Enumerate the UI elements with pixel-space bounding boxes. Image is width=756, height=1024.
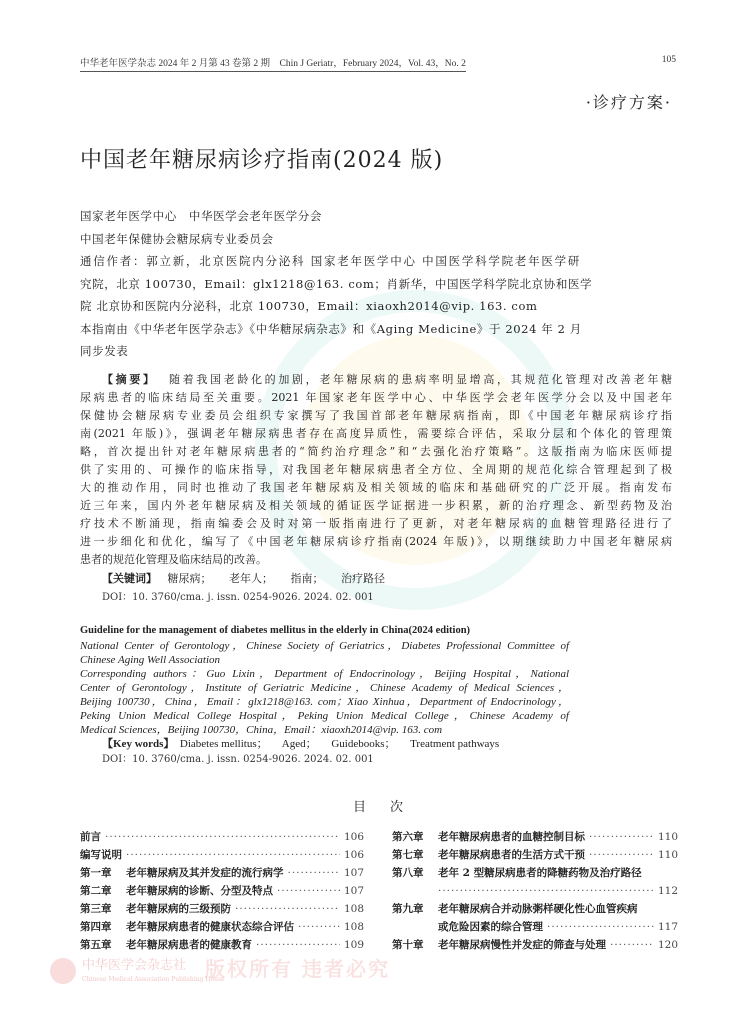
keywords	[102, 572, 399, 586]
keyword: Guidebooks；	[331, 738, 396, 750]
keyword: 指南；	[290, 572, 324, 585]
toc-item[interactable]	[80, 900, 364, 918]
toc-right-column	[392, 828, 678, 954]
english-line: Beijing 100730，China，Email：glx1218@163. com；Xiao Xinhua，Department of Endocrinology，	[80, 696, 569, 708]
english-line: Medical Sciences，Beijing 100730，China，Email：xiaoxh2014@vip. 163. com	[80, 724, 443, 736]
toc-item[interactable]	[80, 882, 364, 900]
toc-chapter: 第二章	[80, 885, 112, 897]
english-doi[interactable]: DOI：10. 3760/cma. j. issn. 0254-9026. 2024. 02. 001	[102, 754, 374, 765]
keyword: 治疗路径	[341, 572, 385, 585]
toc-title: 老年糖尿病的三级预防	[126, 903, 231, 915]
toc-item-continuation[interactable]	[392, 918, 678, 936]
toc-page: 107	[343, 867, 364, 879]
english-keywords	[102, 737, 511, 751]
toc-page: 108	[343, 903, 364, 915]
toc-leader	[438, 882, 654, 900]
toc-item[interactable]	[80, 936, 364, 954]
toc-leader	[277, 882, 340, 900]
toc-item[interactable]	[80, 846, 364, 864]
toc-page: 106	[343, 849, 364, 861]
toc-title: 老年糖尿病患者的健康教育	[126, 939, 252, 951]
english-line: National Center of Gerontology，Chinese Society of Geriatrics，Diabetes Professional Committee of	[80, 640, 569, 652]
english-line: Peking Union Medical College Hospital，Peking Union Medical College，Chinese Academy of	[80, 710, 569, 722]
english-line: Center of Gerontology，Institute of Geriatric Medicine，Chinese Academy of Medical Sciences，	[80, 682, 569, 694]
abstract-line: 疗技术不断涌现，指南编委会及时对第一版指南进行了更新，对老年糖尿病的血糖管理路径进行了	[80, 517, 672, 530]
toc-chapter: 第五章	[80, 939, 112, 951]
toc-item[interactable]	[80, 828, 364, 846]
toc-leader	[589, 828, 654, 846]
toc-page: 107	[343, 885, 364, 897]
english-keywords-label: 【Key words】	[102, 738, 175, 750]
toc-chapter: 第四章	[80, 921, 112, 933]
toc-item[interactable]	[392, 900, 678, 918]
toc-title: 老年糖尿病患者的健康状态综合评估	[126, 921, 294, 933]
toc-leader	[256, 936, 340, 954]
publisher-watermark: 中华医学会杂志社	[82, 958, 187, 973]
toc-title: 前言	[80, 831, 101, 843]
toc-title: 编写说明	[80, 849, 122, 861]
keyword: Aged；	[281, 738, 317, 750]
toc-page: 112	[657, 885, 678, 897]
toc-item[interactable]	[392, 828, 678, 846]
toc-left-column	[80, 828, 364, 954]
toc-chapter: 第六章	[392, 831, 424, 843]
abstract-line: 南(2021 年版)》，强调老年糖尿病患者存在高度异质性，需要综合评估，采取分层和个体化的管理策	[80, 427, 672, 440]
toc-chapter: 第八章	[392, 867, 424, 879]
toc-leader	[288, 864, 340, 882]
toc-leader	[105, 828, 340, 846]
article-title: 中国老年糖尿病诊疗指南(2024 版)	[80, 148, 444, 173]
toc-leader	[547, 918, 654, 936]
toc-item[interactable]	[80, 918, 364, 936]
toc-leader	[298, 918, 340, 936]
page-number: 105	[661, 55, 676, 65]
toc-page: 106	[343, 831, 364, 843]
abstract-line: 进一步细化和优化，编写了《中国老年糖尿病诊疗指南(2024 年版)》，以期继续助力中国老年糖尿病	[80, 535, 672, 548]
toc-page: 110	[657, 831, 678, 843]
toc-page: 120	[657, 939, 678, 951]
abstract-line	[80, 371, 672, 389]
abstract	[80, 371, 672, 569]
keyword: 老年人；	[229, 572, 273, 585]
toc-item[interactable]	[80, 864, 364, 882]
abstract-line: 供了实用的、可操作的临床指导，对我国老年糖尿病患者全方位、全周期的规范化综合管理起到了极	[80, 463, 672, 476]
english-line: Corresponding authors：Guo Lixin，Department of Endocrinology，Beijing Hospital，National	[80, 668, 569, 680]
toc-title: 或危险因素的综合管理	[438, 921, 543, 933]
toc-title: 老年 2 型糖尿病患者的降糖药物及治疗路径	[438, 867, 642, 879]
column-label: ·诊疗方案·	[585, 93, 672, 112]
toc-item[interactable]	[392, 864, 678, 882]
toc-title: 老年糖尿病慢性并发症的筛查与处理	[438, 939, 606, 951]
rights-watermark: 版权所有 违者必究	[205, 957, 390, 981]
affiliation-line: 本指南由《中华老年医学杂志》《中华糖尿病杂志》和《Aging Medicine》于 2024 年 2 月	[80, 321, 582, 336]
abstract-line: 略，首次提出针对老年糖尿病患者的“简约治疗理念”和“去强化治疗策略”。这版指南为临床医师提	[80, 445, 672, 458]
toc-chapter: 第九章	[392, 903, 424, 915]
toc-title: 老年糖尿病的诊断、分型及特点	[126, 885, 273, 897]
abstract-label: 【摘要】	[102, 373, 157, 386]
abstract-line: 保健协会糖尿病专业委员会组织专家撰写了我国首部老年糖尿病指南，即《中国老年糖尿病诊疗指	[80, 409, 672, 422]
affiliation-line: 究院，北京 100730，Email：glx1218@163. com；肖新华，中国医学科学院北京协和医学	[80, 276, 593, 291]
affiliation-line: 通信作者：郭立新，北京医院内分泌科 国家老年医学中心 中国医学科学院老年医学研	[80, 254, 580, 268]
toc-heading: 目次	[352, 800, 427, 815]
abstract-line: 近三年来，国内外老年糖尿病及相关领域的循证医学证据进一步积累，新的治疗理念、新型药物及治	[80, 499, 672, 512]
english-line: Chinese Aging Well Association	[80, 654, 221, 666]
toc-page: 108	[343, 921, 364, 933]
english-title: Guideline for the management of diabetes mellitus in the elderly in China(2024 edition)	[80, 625, 471, 636]
abstract-line: 患者的规范化管理及临床结局的改善。	[80, 553, 267, 566]
toc-leader	[589, 846, 654, 864]
doi[interactable]: DOI：10. 3760/cma. j. issn. 0254-9026. 2024. 02. 001	[102, 592, 374, 603]
toc-chapter: 第一章	[80, 867, 112, 879]
toc-item[interactable]	[392, 936, 678, 954]
english-affiliations	[80, 639, 569, 737]
toc-title: 老年糖尿病患者的血糖控制目标	[438, 831, 585, 843]
publisher-watermark-en: Chinese Medical Association Publishing House	[82, 976, 225, 983]
affiliation-line: 同步发表	[80, 344, 129, 358]
toc-title: 老年糖尿病患者的生活方式干预	[438, 849, 585, 861]
affiliation-line: 院 北京协和医院内分泌科，北京 100730，Email：xiaoxh2014@vip. 163. com	[80, 299, 538, 313]
toc-chapter: 第十章	[392, 939, 424, 951]
toc-item-continuation[interactable]	[392, 882, 678, 900]
publisher-logo-icon	[50, 958, 76, 984]
toc-title: 老年糖尿病合并动脉粥样硬化性心血管疾病	[438, 903, 638, 915]
toc-leader	[610, 936, 654, 954]
keyword: 糖尿病；	[167, 572, 212, 585]
abstract-line: 大的推动作用，同时也推动了我国老年糖尿病及相关领域的临床和基础研究的广泛开展。指南发布	[80, 481, 672, 494]
toc-leader	[126, 846, 340, 864]
toc-item[interactable]	[392, 846, 678, 864]
toc-page: 117	[657, 921, 678, 933]
abstract-line: 尿病患者的临床结局至关重要。2021 年国家老年医学中心、中华医学会老年医学分会以及中国老年	[80, 391, 672, 404]
keyword: Diabetes mellitus；	[179, 738, 268, 750]
keywords-label: 【关键词】	[102, 572, 157, 585]
affiliations	[80, 205, 593, 363]
toc-leader	[235, 900, 340, 918]
abstract-text: 随着我国老龄化的加剧，老年糖尿病的患病率明显增高，其规范化管理对改善老年糖	[169, 373, 672, 386]
affiliation-line: 国家老年医学中心 中华医学会老年医学分会	[80, 209, 322, 223]
running-head: 中华老年医学杂志 2024 年 2 月第 43 卷第 2 期 Chin J Geriatr，February 2024，Vol. 43，No. 2	[80, 55, 466, 72]
affiliation-line: 中国老年保健协会糖尿病专业委员会	[80, 231, 274, 246]
toc-page: 109	[343, 939, 364, 951]
toc-chapter: 第七章	[392, 849, 424, 861]
toc-page: 110	[657, 849, 678, 861]
toc-chapter: 第三章	[80, 903, 112, 915]
toc-title: 老年糖尿病及其并发症的流行病学	[126, 867, 284, 879]
keyword: Treatment pathways	[410, 738, 500, 750]
